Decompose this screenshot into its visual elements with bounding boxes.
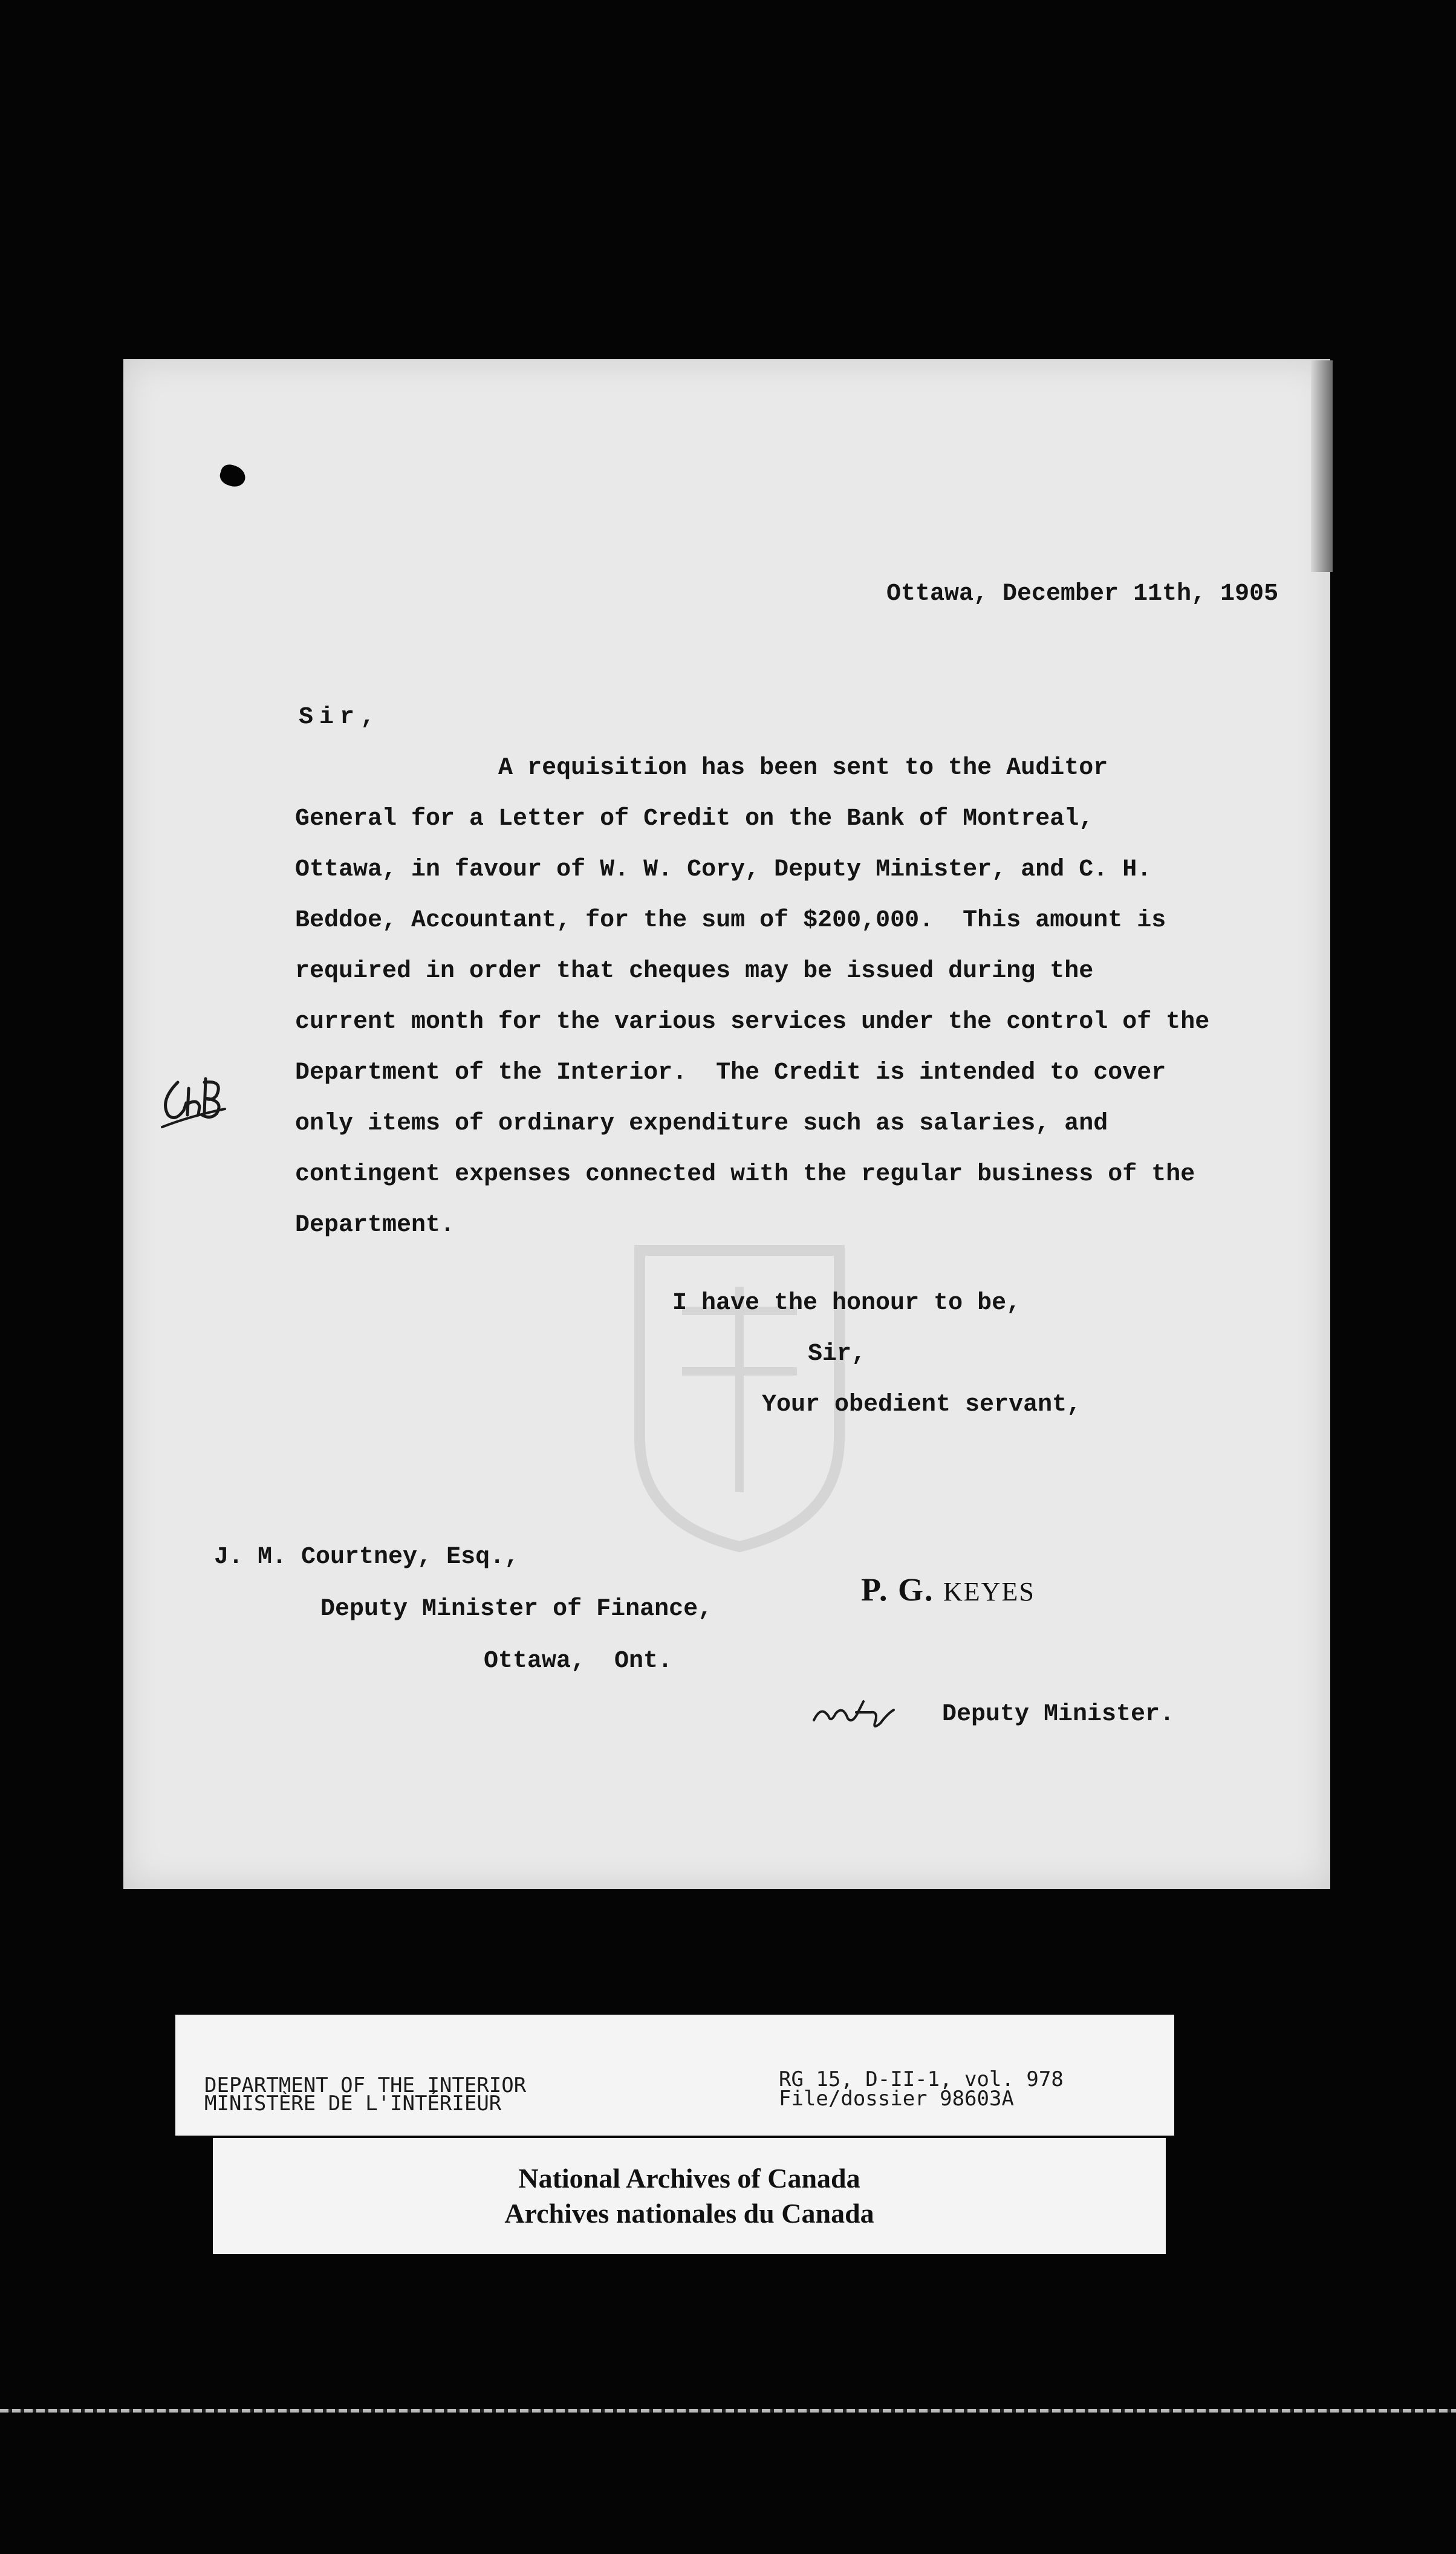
archive-reference-label xyxy=(175,2015,1174,2136)
letter-body-line: General for a Letter of Credit on the Bank of Montreal, xyxy=(295,805,1094,833)
letter-body-line: Department. xyxy=(295,1212,455,1239)
letter-body-line: contingent expenses connected with the regular business of the xyxy=(295,1161,1195,1188)
record-group-reference: RG 15, D-II-1, vol. 978 xyxy=(779,2067,1064,2091)
letter-body-line: Department of the Interior. The Credit is intended to cover xyxy=(295,1059,1166,1087)
addressee-place: Ottawa, Ont. xyxy=(484,1648,673,1675)
paper-fold-edge xyxy=(1311,360,1333,572)
addressee-name: J. M. Courtney, Esq., xyxy=(214,1544,519,1571)
letter-body-line: current month for the various services under the control of the xyxy=(295,1009,1210,1036)
file-number: File/dossier 98603A xyxy=(779,2087,1014,2111)
archives-name-english: National Archives of Canada xyxy=(518,2163,860,2194)
addressee-title: Deputy Minister of Finance, xyxy=(320,1596,713,1623)
signature-initials: P. G. xyxy=(861,1571,934,1608)
closing-line: Sir, xyxy=(808,1340,866,1368)
letter-date: Ottawa, December 11th, 1905 xyxy=(886,580,1279,608)
department-french: MINISTÈRE DE L'INTÉRIEUR xyxy=(204,2091,502,2116)
closing-line: Your obedient servant, xyxy=(762,1391,1082,1418)
letter-body-line: Ottawa, in favour of W. W. Cory, Deputy Minister, and C. H. xyxy=(295,856,1152,883)
letter-body-line: only items of ordinary expenditure such as salaries, and xyxy=(295,1110,1108,1137)
film-edge-strip xyxy=(0,2409,1456,2413)
signature-stamp xyxy=(861,1571,1035,1608)
archives-name-french: Archives nationales du Canada xyxy=(504,2198,874,2229)
archives-name-label xyxy=(213,2138,1166,2254)
department-english: DEPARTMENT OF THE INTERIOR xyxy=(204,2073,527,2097)
closing-line: I have the honour to be, xyxy=(672,1290,1021,1317)
letter-body-line: A requisition has been sent to the Auditor xyxy=(295,755,1108,782)
signature-surname: KEYES xyxy=(943,1577,1035,1607)
letter-salutation: Sir, xyxy=(299,704,382,731)
letter-body-line: required in order that cheques may be issued during the xyxy=(295,958,1094,985)
handwritten-actg xyxy=(808,1687,899,1735)
handwritten-margin-initials xyxy=(154,1064,238,1137)
signer-title: Deputy Minister. xyxy=(942,1701,1175,1728)
letter-body-line: Beddoe, Accountant, for the sum of $200,000. This amount is xyxy=(295,907,1166,934)
